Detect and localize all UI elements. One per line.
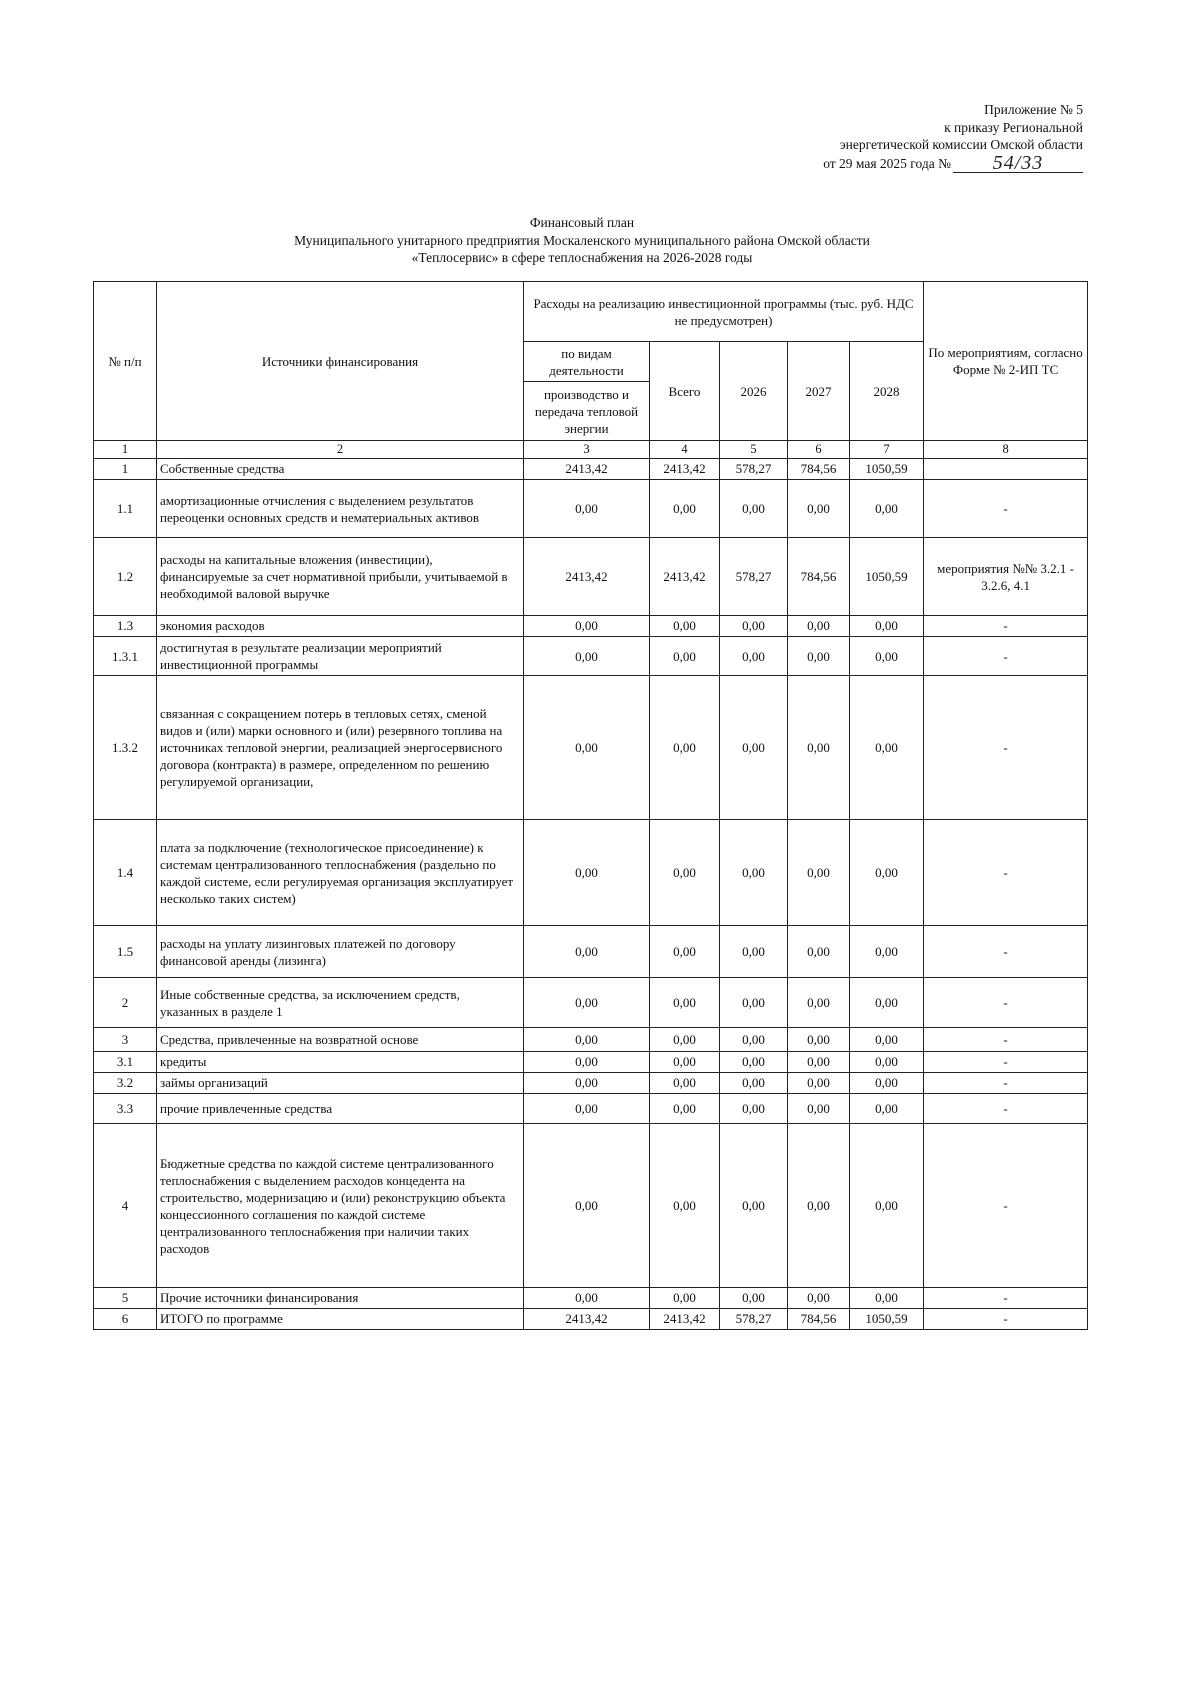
row-2026-cell: 0,00 <box>720 820 788 926</box>
document-number: 54/33 <box>953 154 1083 173</box>
row-2027-cell: 0,00 <box>788 978 850 1028</box>
appendix-date: от 29 мая 2025 года № <box>823 156 951 171</box>
row-number-cell: 1.3 <box>94 616 157 637</box>
row-source-cell: расходы на капитальные вложения (инвестиции), финансируемые за счет нормативной прибыли, учитываемой в необходимой валовой выручке <box>157 538 524 616</box>
row-2028-cell: 0,00 <box>850 1073 924 1094</box>
row-2028-cell: 0,00 <box>850 1052 924 1073</box>
row-number-cell: 1.3.1 <box>94 637 157 676</box>
row-2027-cell: 0,00 <box>788 1094 850 1124</box>
row-number-cell: 1.5 <box>94 926 157 978</box>
row-measures-cell: - <box>924 1124 1088 1288</box>
row-number-cell: 3.2 <box>94 1073 157 1094</box>
row-total-cell: 0,00 <box>650 1094 720 1124</box>
row-production-cell: 0,00 <box>524 1288 650 1309</box>
column-index: 8 <box>924 441 1088 459</box>
row-number-cell: 1.3.2 <box>94 676 157 820</box>
row-2028-cell: 0,00 <box>850 820 924 926</box>
row-measures-cell <box>924 459 1088 480</box>
row-measures-cell: - <box>924 820 1088 926</box>
row-production-cell: 0,00 <box>524 926 650 978</box>
row-2028-cell: 0,00 <box>850 1288 924 1309</box>
row-number-cell: 2 <box>94 978 157 1028</box>
header-source: Источники финансирования <box>157 282 524 441</box>
title-line: Финансовый план <box>529 215 635 230</box>
table-row <box>94 538 1088 616</box>
row-total-cell: 0,00 <box>650 1073 720 1094</box>
row-source-cell: Иные собственные средства, за исключением средств, указанных в разделе 1 <box>157 978 524 1028</box>
row-2027-cell: 0,00 <box>788 1124 850 1288</box>
row-2027-cell: 0,00 <box>788 637 850 676</box>
document-title <box>252 214 912 267</box>
row-measures-cell: - <box>924 480 1088 538</box>
row-production-cell: 0,00 <box>524 1094 650 1124</box>
row-number-cell: 4 <box>94 1124 157 1288</box>
row-source-cell: кредиты <box>157 1052 524 1073</box>
row-measures-cell: - <box>924 1028 1088 1052</box>
row-production-cell: 2413,42 <box>524 1309 650 1330</box>
row-number-cell: 1.1 <box>94 480 157 538</box>
row-2027-cell: 0,00 <box>788 926 850 978</box>
row-total-cell: 0,00 <box>650 926 720 978</box>
header-num: № п/п <box>94 282 157 441</box>
row-measures-cell: - <box>924 1073 1088 1094</box>
row-2028-cell: 0,00 <box>850 978 924 1028</box>
row-source-cell: связанная с сокращением потерь в тепловых сетях, сменой видов и (или) марки основного и (или) резервного топлива на источниках тепловой энергии, реализацией энергосервисного договора (контракта) в размере, определенном по решению регулируемой организации, <box>157 676 524 820</box>
row-2026-cell: 0,00 <box>720 676 788 820</box>
row-production-cell: 0,00 <box>524 1124 650 1288</box>
row-number-cell: 6 <box>94 1309 157 1330</box>
row-number-cell: 3.3 <box>94 1094 157 1124</box>
row-2026-cell: 578,27 <box>720 538 788 616</box>
table-row <box>94 1052 1088 1073</box>
row-number-cell: 1.2 <box>94 538 157 616</box>
row-2027-cell: 0,00 <box>788 1073 850 1094</box>
row-2026-cell: 0,00 <box>720 1124 788 1288</box>
row-2026-cell: 0,00 <box>720 1028 788 1052</box>
row-total-cell: 0,00 <box>650 1288 720 1309</box>
row-total-cell: 0,00 <box>650 676 720 820</box>
row-measures-cell: - <box>924 616 1088 637</box>
row-2026-cell: 578,27 <box>720 1309 788 1330</box>
row-2027-cell: 784,56 <box>788 1309 850 1330</box>
row-2026-cell: 0,00 <box>720 1073 788 1094</box>
title-line: Муниципального унитарного предприятия Москаленского муниципального района Омской области <box>294 232 870 248</box>
row-measures-cell: мероприятия №№ 3.2.1 - 3.2.6, 4.1 <box>924 538 1088 616</box>
row-production-cell: 0,00 <box>524 1028 650 1052</box>
row-2026-cell: 0,00 <box>720 1094 788 1124</box>
row-2026-cell: 0,00 <box>720 1288 788 1309</box>
table-row <box>94 1309 1088 1330</box>
header-measures: По мероприятиям, согласно Форме № 2-ИП ТС <box>924 282 1088 441</box>
column-index-row <box>94 441 1088 459</box>
row-measures-cell: - <box>924 676 1088 820</box>
row-source-cell: плата за подключение (технологическое присоединение) к системам централизованного теплоснабжения (раздельно по каждой системе, если регулируемая организация эксплуатирует несколько таких систем) <box>157 820 524 926</box>
row-total-cell: 0,00 <box>650 480 720 538</box>
row-2026-cell: 0,00 <box>720 978 788 1028</box>
table-row <box>94 926 1088 978</box>
financial-plan-table <box>93 281 1088 1330</box>
row-2027-cell: 0,00 <box>788 820 850 926</box>
row-production-cell: 0,00 <box>524 820 650 926</box>
row-2027-cell: 0,00 <box>788 1028 850 1052</box>
header-2028: 2028 <box>850 342 924 441</box>
row-2027-cell: 0,00 <box>788 1288 850 1309</box>
table-row <box>94 1094 1088 1124</box>
row-2028-cell: 0,00 <box>850 1094 924 1124</box>
row-number-cell: 1 <box>94 459 157 480</box>
row-production-cell: 0,00 <box>524 1073 650 1094</box>
row-source-cell: расходы на уплату лизинговых платежей по договору финансовой аренды (лизинга) <box>157 926 524 978</box>
row-source-cell: ИТОГО по программе <box>157 1309 524 1330</box>
row-2028-cell: 1050,59 <box>850 538 924 616</box>
row-2028-cell: 0,00 <box>850 480 924 538</box>
appendix-line: энергетической комиссии Омской области <box>839 137 1083 152</box>
row-total-cell: 0,00 <box>650 637 720 676</box>
row-2026-cell: 0,00 <box>720 637 788 676</box>
row-2027-cell: 0,00 <box>788 480 850 538</box>
row-source-cell: Бюджетные средства по каждой системе централизованного теплоснабжения с выделением расходов концедента на строительство, модернизацию и (или) реконструкцию объекта концессионного соглашения по каждой системе централизованного теплоснабжения при наличии таких расходов <box>157 1124 524 1288</box>
row-source-cell: прочие привлеченные средства <box>157 1094 524 1124</box>
row-total-cell: 0,00 <box>650 1052 720 1073</box>
row-number-cell: 5 <box>94 1288 157 1309</box>
row-2028-cell: 0,00 <box>850 926 924 978</box>
row-total-cell: 2413,42 <box>650 538 720 616</box>
row-measures-cell: - <box>924 1094 1088 1124</box>
row-source-cell: амортизационные отчисления с выделением результатов переоценки основных средств и нематериальных активов <box>157 480 524 538</box>
header-2027: 2027 <box>788 342 850 441</box>
row-total-cell: 0,00 <box>650 616 720 637</box>
row-2028-cell: 0,00 <box>850 616 924 637</box>
column-index: 3 <box>524 441 650 459</box>
row-2026-cell: 0,00 <box>720 616 788 637</box>
row-source-cell: достигнутая в результате реализации мероприятий инвестиционной программы <box>157 637 524 676</box>
row-source-cell: экономия расходов <box>157 616 524 637</box>
table-row <box>94 820 1088 926</box>
row-2028-cell: 0,00 <box>850 1028 924 1052</box>
row-2026-cell: 578,27 <box>720 459 788 480</box>
header-2026: 2026 <box>720 342 788 441</box>
row-2027-cell: 784,56 <box>788 459 850 480</box>
row-total-cell: 0,00 <box>650 820 720 926</box>
appendix-line: к приказу Региональной <box>944 119 1083 135</box>
row-2028-cell: 1050,59 <box>850 1309 924 1330</box>
row-2026-cell: 0,00 <box>720 926 788 978</box>
table-row <box>94 637 1088 676</box>
row-production-cell: 2413,42 <box>524 459 650 480</box>
header-total: Всего <box>650 342 720 441</box>
row-production-cell: 0,00 <box>524 978 650 1028</box>
row-production-cell: 0,00 <box>524 637 650 676</box>
row-2028-cell: 0,00 <box>850 637 924 676</box>
row-measures-cell: - <box>924 1309 1088 1330</box>
row-source-cell: Прочие источники финансирования <box>157 1288 524 1309</box>
row-2026-cell: 0,00 <box>720 480 788 538</box>
row-production-cell: 0,00 <box>524 616 650 637</box>
row-2027-cell: 0,00 <box>788 1052 850 1073</box>
title-line: «Теплосервис» в сфере теплоснабжения на 2026-2028 годы <box>411 250 753 265</box>
header-expenses: Расходы на реализацию инвестиционной программы (тыс. руб. НДС не предусмотрен) <box>524 282 924 342</box>
row-measures-cell: - <box>924 637 1088 676</box>
table-row <box>94 480 1088 538</box>
row-total-cell: 0,00 <box>650 1124 720 1288</box>
appendix-line: Приложение № 5 <box>984 102 1083 117</box>
header-row <box>94 282 1088 342</box>
row-number-cell: 3 <box>94 1028 157 1052</box>
table-row <box>94 459 1088 480</box>
table-body <box>94 282 1088 1330</box>
row-total-cell: 0,00 <box>650 978 720 1028</box>
row-production-cell: 0,00 <box>524 676 650 820</box>
row-measures-cell: - <box>924 978 1088 1028</box>
row-2027-cell: 784,56 <box>788 538 850 616</box>
column-index: 4 <box>650 441 720 459</box>
row-source-cell: Средства, привлеченные на возвратной основе <box>157 1028 524 1052</box>
row-total-cell: 0,00 <box>650 1028 720 1052</box>
row-measures-cell: - <box>924 926 1088 978</box>
row-production-cell: 0,00 <box>524 1052 650 1073</box>
header-by-activity: по видам деятельности <box>524 342 650 382</box>
row-number-cell: 1.4 <box>94 820 157 926</box>
row-number-cell: 3.1 <box>94 1052 157 1073</box>
row-source-cell: Собственные средства <box>157 459 524 480</box>
row-2026-cell: 0,00 <box>720 1052 788 1073</box>
table-row <box>94 1288 1088 1309</box>
column-index: 5 <box>720 441 788 459</box>
row-production-cell: 0,00 <box>524 480 650 538</box>
table-row <box>94 978 1088 1028</box>
row-measures-cell: - <box>924 1288 1088 1309</box>
row-2028-cell: 0,00 <box>850 1124 924 1288</box>
column-index: 2 <box>157 441 524 459</box>
header-production: производство и передача тепловой энергии <box>524 382 650 441</box>
row-source-cell: займы организаций <box>157 1073 524 1094</box>
table-row <box>94 1124 1088 1288</box>
table-row <box>94 1028 1088 1052</box>
table-row <box>94 676 1088 820</box>
row-2028-cell: 1050,59 <box>850 459 924 480</box>
row-production-cell: 2413,42 <box>524 538 650 616</box>
appendix-block <box>823 101 1083 173</box>
column-index: 6 <box>788 441 850 459</box>
row-measures-cell: - <box>924 1052 1088 1073</box>
row-2027-cell: 0,00 <box>788 676 850 820</box>
row-total-cell: 2413,42 <box>650 459 720 480</box>
row-2028-cell: 0,00 <box>850 676 924 820</box>
table-row <box>94 1073 1088 1094</box>
table-row <box>94 616 1088 637</box>
column-index: 1 <box>94 441 157 459</box>
appendix-date-line <box>823 151 1083 174</box>
column-index: 7 <box>850 441 924 459</box>
row-2027-cell: 0,00 <box>788 616 850 637</box>
row-total-cell: 2413,42 <box>650 1309 720 1330</box>
